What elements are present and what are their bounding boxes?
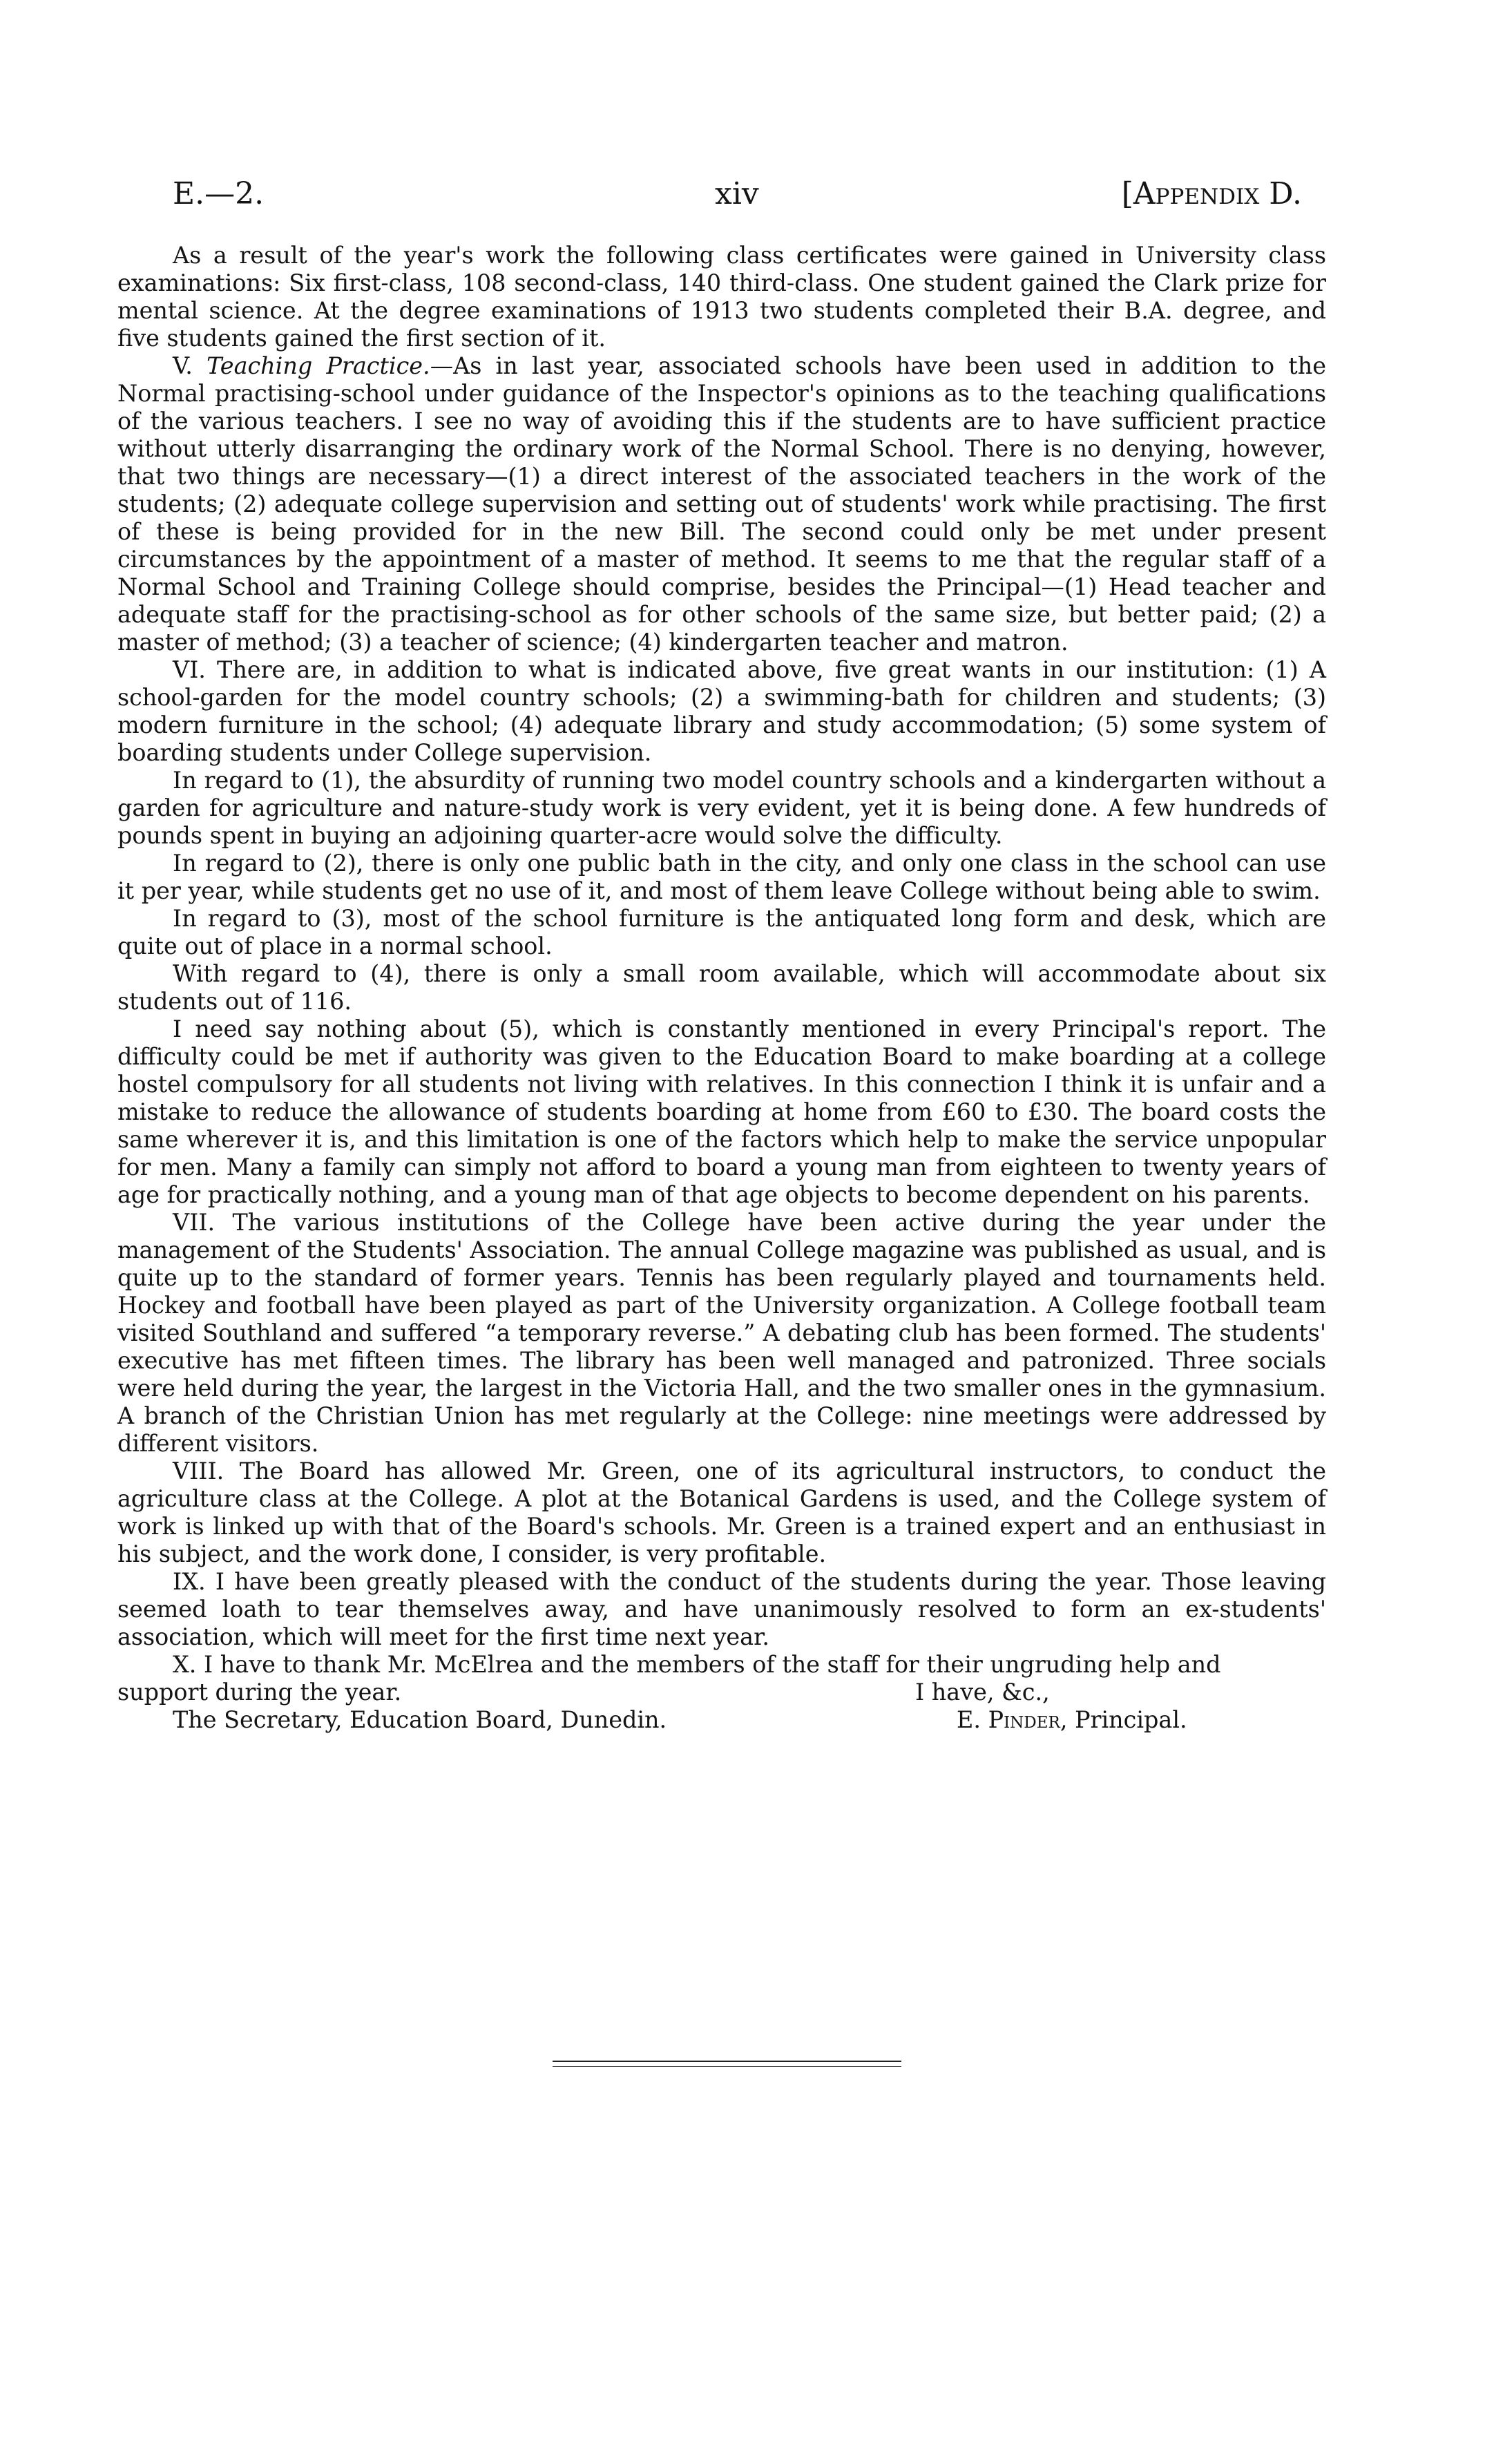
paragraph-teaching-practice bbox=[117, 352, 1326, 656]
end-rule-thin bbox=[553, 2066, 901, 2067]
addressee: The Secretary, Education Board, Dunedin. bbox=[173, 1706, 667, 1733]
paragraph-students-association: VII. The various institutions of the College have been active during the year under the management of the Students' Association. The annual College magazine was published as usual, and is quite up to the standard of former years. Tennis has been regularly played and tournaments held. Hockey and football have been played as part of the University organization. A College football team visited Southland and suffered “a temporary reverse.” A debating club has been formed. The students' executive has met fifteen times. The library has been well managed and patronized. Three socials were held during the year, the largest in the Victoria Hall, and the two smaller ones in the gymnasium. A branch of the Christian Union has met regularly at the College: nine meetings were addressed by different visitors. bbox=[117, 1209, 1326, 1457]
end-rule-thick bbox=[553, 2061, 901, 2062]
paragraph-furniture: In regard to (3), most of the school furniture is the antiquated long form and desk, which are quite out of place in a normal school. bbox=[117, 905, 1326, 959]
signature-name: E. Pinder, bbox=[957, 1706, 1068, 1733]
closing-support-line: support during the year. bbox=[117, 1679, 402, 1706]
page-header bbox=[0, 176, 1485, 225]
paragraph-certificates: As a result of the year's work the following class certificates were gained in University class examinations: Six first-class, 108 second-class, 140 third-class. One student gained the Clark prize for mental science. At the degree examinations of 1913 two students completed their B.A. degree, and five students gained the first section of it. bbox=[117, 242, 1326, 352]
paragraph-thanks: X. I have to thank Mr. McElrea and the members of the staff for their ungruding help and bbox=[173, 1651, 1221, 1678]
header-report-code: E.—2. bbox=[173, 176, 265, 211]
paragraph-boarding: I need say nothing about (5), which is constantly mentioned in every Principal's report. The difficulty could be met if authority was given to the Education Board to make boarding at a college hostel compulsory for all students not living with relatives. In this connection I think it is unfair and a mistake to reduce the allowance of students boarding at home from £60 to £30. The board costs the same wherever it is, and this limitation is one of the factors which help to make the service unpopular for men. Many a family can simply not afford to board a young man from eighteen to twenty years of age for practically nothing, and a young man of that age objects to become dependent on his parents. bbox=[117, 1015, 1326, 1208]
report-body bbox=[117, 242, 1326, 1734]
paragraph-agriculture: VIII. The Board has allowed Mr. Green, one of its agricultural instructors, to conduct the agriculture class at the College. A plot at the Botanical Gardens is used, and the College system of work is linked up with that of the Board's schools. Mr. Green is a trained expert and an enthusiast in his subject, and the work done, I consider, is very profitable. bbox=[117, 1458, 1326, 1567]
paragraph-library: With regard to (4), there is only a small room available, which will accommodate about six students out of 116. bbox=[117, 960, 1326, 1015]
header-page-number: xiv bbox=[715, 176, 759, 211]
section-v-prefix: V. bbox=[173, 352, 207, 379]
header-appendix-label: [Appendix D. bbox=[1121, 176, 1302, 211]
signature bbox=[957, 1706, 1187, 1734]
paragraph-five-wants: VI. There are, in addition to what is indicated above, five great wants in our institution: (1) A school-garden for the model country schools; (2) a swimming-bath for children and students; (3) modern furniture in the school; (4) adequate library and study accommodation; (5) some system of boarding students under College supervision. bbox=[117, 656, 1326, 766]
section-v-text: —As in last year, associated schools have been used in addition to the Normal practising-school under guidance of the Inspector's opinions as to the teaching qualifications of the various teachers. I see no way of avoiding this if the students are to have sufficient practice without utterly disarranging the ordinary work of the Normal School. There is no denying, however, that two things are necessary—(1) a direct interest of the associated teachers in the work of the students; (2) adequate college supervision and setting out of students' work while practising. The first of these is being provided for in the new Bill. The second could only be met under present circumstances by the appointment of a master of method. It seems to me that the regular staff of a Normal School and Training College should comprise, besides the Principal—(1) Head teacher and adequate staff for the practising-school as for other schools of the same size, but better paid; (2) a master of method; (3) a teacher of science; (4) kindergarten teacher and matron. bbox=[117, 352, 1326, 656]
section-v-title: Teaching Practice. bbox=[207, 352, 430, 379]
paragraph-conduct: IX. I have been greatly pleased with the conduct of the students during the year. Those leaving seemed loath to tear themselves away, and have unanimously resolved to form an ex-students' association, which will meet for the first time next year. bbox=[117, 1568, 1326, 1650]
closing-salutation: I have, &c., bbox=[915, 1679, 1050, 1706]
paragraph-swimming-bath: In regard to (2), there is only one public bath in the city, and only one class in the school can use it per year, while students get no use of it, and most of them leave College without being able to swim. bbox=[117, 850, 1326, 904]
closing-block bbox=[117, 1679, 1326, 1734]
signature-title: Principal. bbox=[1067, 1706, 1187, 1733]
paragraph-school-garden: In regard to (1), the absurdity of running two model country schools and a kindergarten without a garden for agriculture and nature-study work is very evident, yet it is being done. A few hundreds of pounds spent in buying an adjoining quarter-acre would solve the difficulty. bbox=[117, 767, 1326, 849]
